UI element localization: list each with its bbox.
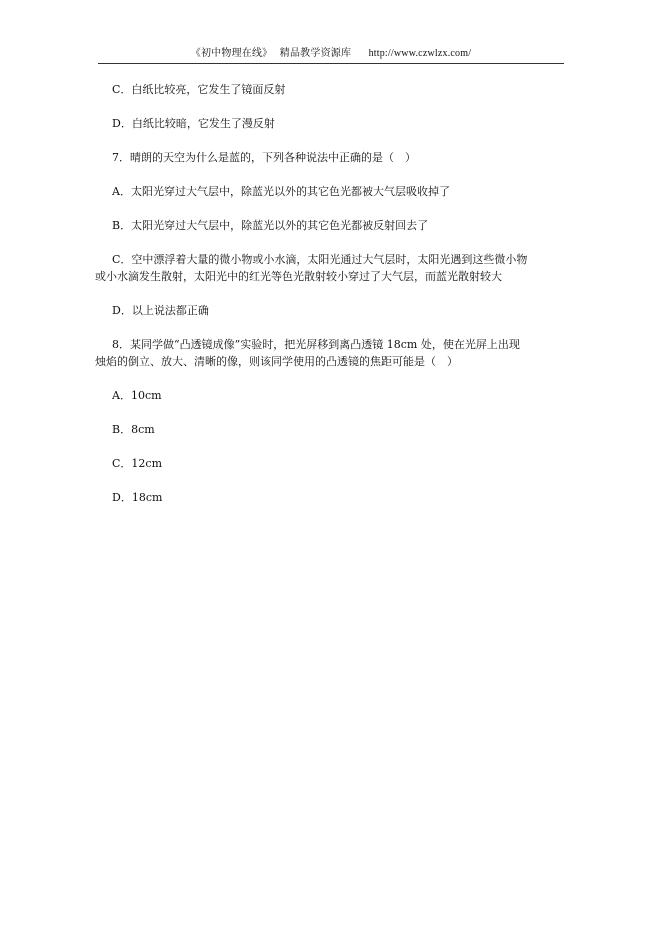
q8-option-a: A．10cm — [112, 389, 162, 402]
header-url[interactable]: http://www.czwlzx.com/ — [368, 48, 472, 59]
q7-option-b: B．太阳光穿过大气层中，除蓝光以外的其它色光都被反射回去了 — [112, 219, 429, 232]
page-header — [98, 47, 564, 64]
q7-option-c — [95, 251, 566, 285]
q7-option-c-line2: 或小水滴发生散射，太阳光中的红光等色光散射较小穿过了大气层，而蓝光散射较大 — [95, 270, 502, 283]
document-body — [95, 81, 566, 506]
q6-option-d: D．白纸比较暗，它发生了漫反射 — [112, 117, 275, 130]
header-site-name: 《初中物理在线》 — [190, 48, 273, 59]
q8-stem-line2: 烛焰的倒立、放大、清晰的像，则该同学使用的凸透镜的焦距可能是（ ） — [95, 355, 458, 368]
q7-stem: 7．晴朗的天空为什么是蓝的，下列各种说法中正确的是（ ） — [112, 151, 416, 164]
q7-option-d: D．以上说法都正确 — [112, 304, 209, 317]
q8-stem — [95, 336, 566, 370]
header-description: 精品教学资源库 — [279, 48, 352, 59]
q8-option-d: D．18cm — [112, 491, 163, 504]
q6-option-c: C．白纸比较亮，它发生了镜面反射 — [112, 83, 286, 96]
q8-stem-line1: 8．某同学做“凸透镜成像”实验时，把光屏移到离凸透镜 18cm 处，使在光屏上出现 — [112, 338, 520, 351]
q7-option-c-line1: C．空中漂浮着大量的微小物或小水滴，太阳光通过大气层时，太阳光遇到这些微小物 — [112, 253, 528, 266]
q8-option-b: B．8cm — [112, 423, 155, 436]
q7-option-a: A．太阳光穿过大气层中，除蓝光以外的其它色光都被大气层吸收掉了 — [112, 185, 450, 198]
q8-option-c: C．12cm — [112, 457, 163, 470]
